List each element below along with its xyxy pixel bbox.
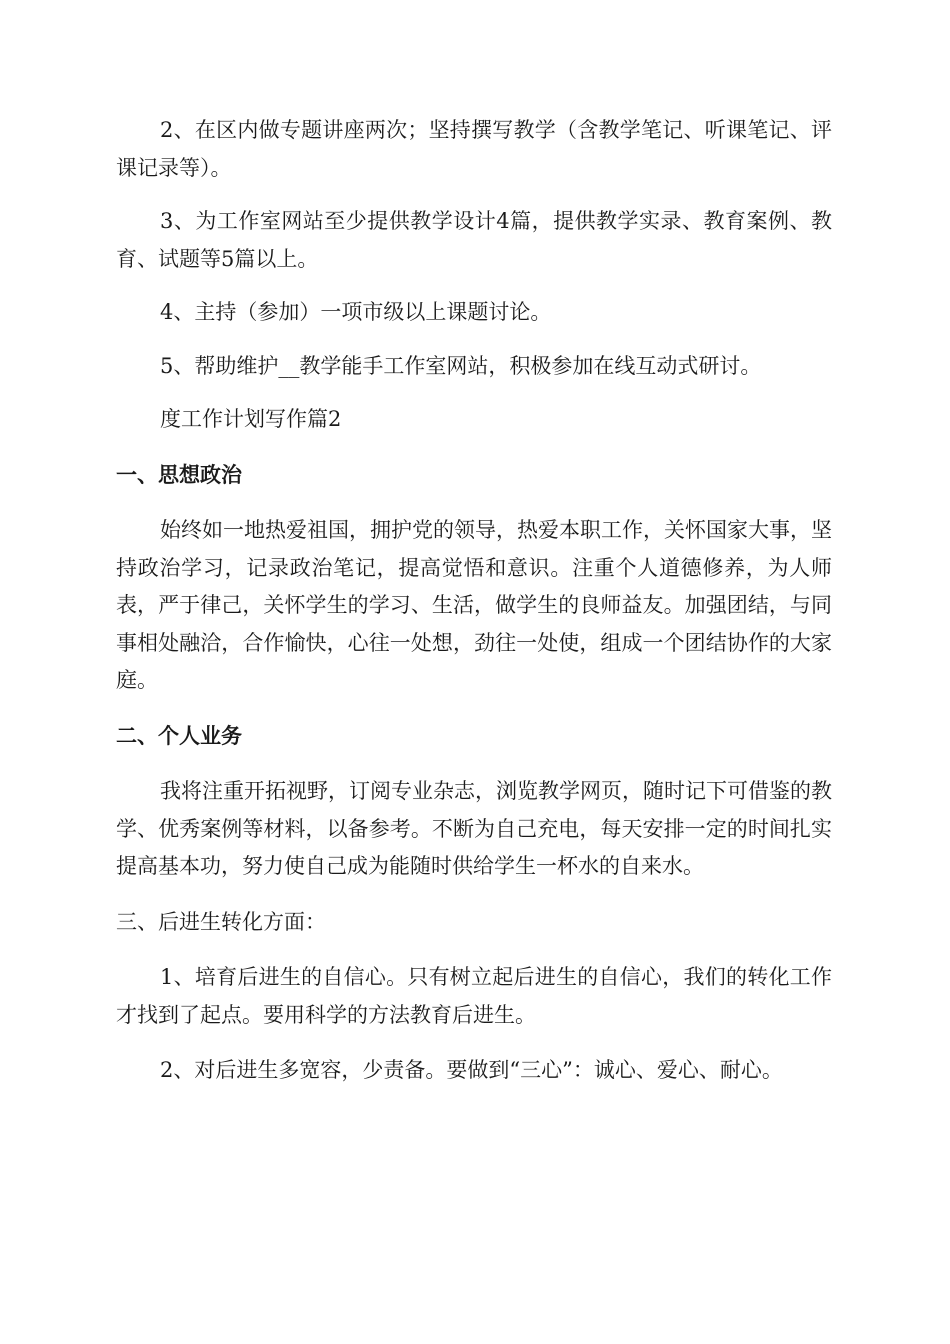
paragraph-item-2: 2、在区内做专题讲座两次；坚持撰写教学（含教学笔记、听课笔记、评课记录等）。 xyxy=(116,118,832,180)
section-heading-personal-work: 二、个人业务 xyxy=(116,723,242,748)
list-item: 2、对后进生多宽容，少责备。要做到“三心”：诚心、爱心、耐心。 xyxy=(160,1058,783,1082)
paragraph-subtitle: 度工作计划写作篇2 xyxy=(160,407,342,431)
document-body xyxy=(116,112,832,1090)
list-item: 1、培育后进生的自信心。只有树立起后进生的自信心，我们的转化工作才找到了起点。要用科学的方法教育后进生。 xyxy=(116,965,832,1027)
paragraph-item-5: 5、帮助维护__教学能手工作室网站，积极参加在线互动式研讨。 xyxy=(160,353,762,378)
section-body-personal-work: 我将注重开拓视野，订阅专业杂志，浏览教学网页，随时记下可借鉴的教学、优秀案例等材料，以备参考。不断为自己充电，每天安排一定的时间扎实提高基本功，努力使自己成为能随时供给学生一杯水的自来水。 xyxy=(116,779,832,878)
paragraph-item-4: 4、主持（参加）一项市级以上课题讨论。 xyxy=(160,300,552,324)
section-heading-ideology: 一、思想政治 xyxy=(116,462,242,487)
section-heading-underachievers: 三、后进生转化方面： xyxy=(116,909,326,934)
section-body-ideology: 始终如一地热爱祖国，拥护党的领导，热爱本职工作，关怀国家大事，坚持政治学习，记录政治笔记，提高觉悟和意识。注重个人道德修养，为人师表，严于律己，关怀学生的学习、生活，做学生的良师益友。加强团结，与同事相处融洽，合作愉快，心往一处想，劲往一处使，组成一个团结协作的大家庭。 xyxy=(116,518,832,692)
paragraph-item-3: 3、为工作室网站至少提供教学设计4篇，提供教学实录、教育案例、教育、试题等5篇以上。 xyxy=(116,209,832,271)
